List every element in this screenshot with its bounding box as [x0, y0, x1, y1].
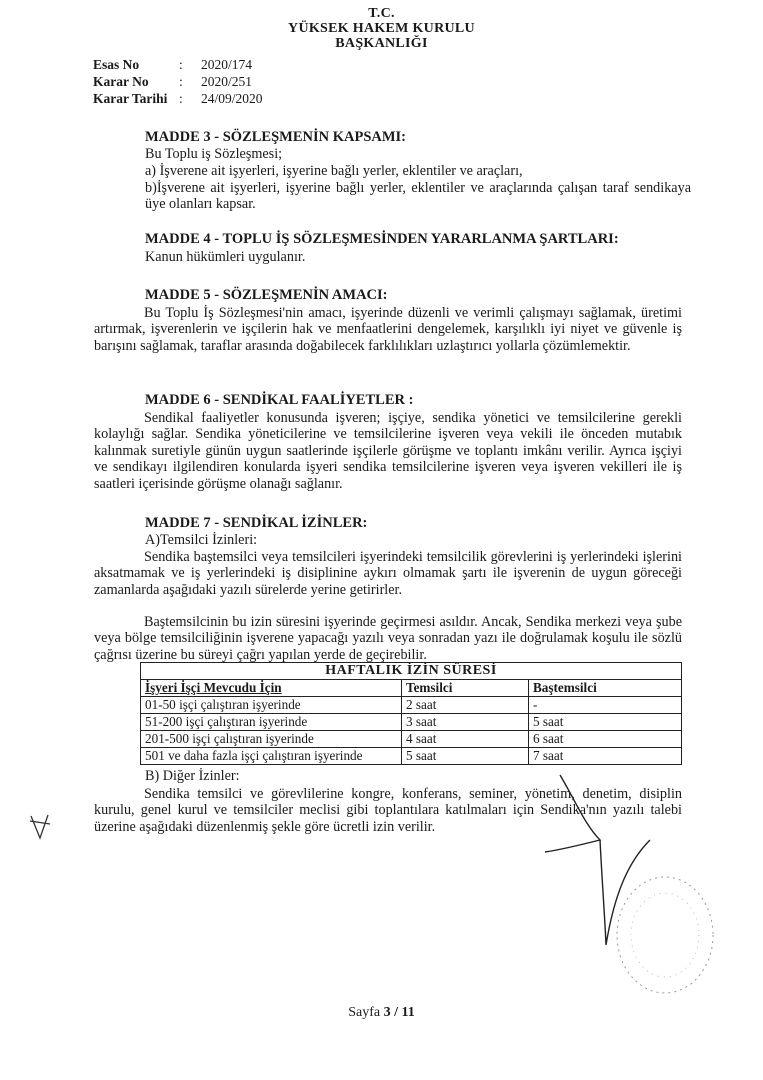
col-header-isyeri: İşyeri İşçi Mevcudu İçin	[141, 680, 402, 697]
table-row	[141, 697, 682, 714]
col-header-bastemsilci: Baştemsilci	[529, 680, 682, 697]
madde3-title: MADDE 3 - SÖZLEŞMENİN KAPSAMI:	[145, 129, 407, 145]
madde7-title: MADDE 7 - SENDİKAL İZİNLER:	[145, 515, 368, 531]
izin-table-wrap	[140, 662, 682, 765]
meta-value: 2020/174	[201, 57, 253, 72]
table-cell: 4 saat	[402, 731, 529, 748]
madde6-text: Sendikal faaliyetler konusunda işveren; işçiye, sendika yönetici ve temsilcilerine gerekli kolaylığı sağlar. Sendika yöneticilerine ve temsilcilerine işveren veya vekili ile önceden mutabık kalınmak suretiyle günün uygun saatlerinde işçilerle görüşme ve toplantı imkânı verilir. Ayrıca işçiyi ve sendikayı ilgilendiren konularda işyeri sendika temsilcilerine işveren veya işveren vekilleri ile iş saatleri içerisinde görüşme olanağı sağlanır.	[94, 410, 682, 492]
madde3-intro: Bu Toplu iş Sözleşmesi;	[145, 146, 283, 162]
col-header-temsilci: Temsilci	[402, 680, 529, 697]
table-cell: -	[529, 697, 682, 714]
header-tc: T.C.	[368, 6, 395, 21]
table-row	[141, 748, 682, 765]
madde3-item-b	[145, 180, 691, 213]
meta-label: Esas No	[93, 57, 140, 72]
madde3-item-a: a) İşverene ait işyerleri, işyerine bağlı yerler, eklentiler ve araçları,	[145, 163, 523, 179]
table-cell: 6 saat	[529, 731, 682, 748]
page-value: 3 / 11	[383, 1005, 415, 1020]
table-cell: 51-200 işçi çalıştıran işyerinde	[141, 714, 402, 731]
madde7-para2-text: Baştemsilcinin bu izin süresini işyerinde geçirmesi asıldır. Ancak, Sendika merkezi veya şube veya bölge temsilciliğinin işverene yapacağı yazılı veya sonradan yazı ile doğrulamak koşulu ile sözlü çağrısı üzerine bu süreyi çağrı yapılan yerde de geçirebilir.	[94, 614, 682, 663]
table-cell: 7 saat	[529, 748, 682, 765]
table-cell: 201-500 işçi çalıştıran işyerinde	[141, 731, 402, 748]
madde4-title: MADDE 4 - TOPLU İŞ SÖZLEŞMESİNDEN YARARLANMA ŞARTLARI:	[145, 231, 619, 247]
table-cell: 01-50 işçi çalıştıran işyerinde	[141, 697, 402, 714]
madde7-para1	[94, 549, 682, 598]
header-presidency: BAŞKANLIĞI	[335, 36, 428, 51]
table-row	[141, 714, 682, 731]
madde7-para2	[94, 614, 682, 663]
meta-esas: Esas No : 2020/174	[93, 57, 253, 72]
madde7-para3-text: Sendika temsilci ve görevlilerine kongre, konferans, seminer, yönetim, denetim, disiplin kurulu, genel kurul ve temsilciler meclisi gibi toplantılara katılmaları için Sendika'nın yazılı talebi üzerine aşağıdaki düzenlenmiş şekle göre ücretli izin verilir.	[94, 786, 682, 835]
meta-karar-tarihi: Karar Tarihi : 24/09/2020	[93, 91, 263, 106]
stamp-icon	[610, 870, 720, 1000]
page-prefix: Sayfa	[348, 1005, 381, 1020]
madde6-title: MADDE 6 - SENDİKAL FAALİYETLER :	[145, 392, 414, 408]
madde7-para1-text: Sendika baştemsilci veya temsilcileri işyerindeki temsilcilik görevlerini iş yerlerindeki işlerini aksatmamak ve iş yerlerindeki iş disiplinine aykırı olmamak şartı ile işverenin de uygun göreceği zamanlarda aşağıdaki yazılı sürelerde yerine getirirler.	[94, 549, 682, 598]
meta-karar: Karar No : 2020/251	[93, 74, 253, 89]
madde4-text: Kanun hükümleri uygulanır.	[145, 249, 306, 265]
table-row	[141, 731, 682, 748]
meta-label: Karar Tarihi	[93, 91, 168, 106]
madde3-item-b-text: b)İşverene ait işyerleri, işyerine bağlı yerler, eklentiler ve araçlarında çalışan taraf sendikaya üye olanları kapsar.	[145, 180, 691, 213]
izin-table	[140, 662, 682, 765]
table-header-row	[141, 680, 682, 697]
page-number	[0, 1005, 763, 1021]
madde6-body	[94, 410, 682, 492]
header-institution: YÜKSEK HAKEM KURULU	[288, 21, 475, 36]
table-cell: 501 ve daha fazla işçi çalıştıran işyerinde	[141, 748, 402, 765]
madde5-title: MADDE 5 - SÖZLEŞMENİN AMACI:	[145, 287, 388, 303]
table-cell: 5 saat	[529, 714, 682, 731]
meta-value: 24/09/2020	[201, 91, 263, 106]
table-cell: 2 saat	[402, 697, 529, 714]
meta-value: 2020/251	[201, 74, 253, 89]
meta-label: Karar No	[93, 74, 149, 89]
table-cell: 3 saat	[402, 714, 529, 731]
madde5-text: Bu Toplu İş Sözleşmesi'nin amacı, işyerinde düzenli ve verimli çalışmayı sağlamak, üretimi artırmak, işverenlerin ve işçilerin hak ve menfaatlerini dengelemek, karşılıklı iyi niyet ve güvenle iş barışını sağlamak, taraflar arasında doğabilecek farklılıkları uzlaştırıcı yollarla çözümlemektir.	[94, 305, 682, 354]
madde7-sub-b: B) Diğer İzinler:	[145, 768, 240, 784]
madde7-sub-a: A)Temsilci İzinleri:	[145, 532, 258, 548]
izin-table-caption: HAFTALIK İZİN SÜRESİ	[141, 663, 682, 680]
table-cell: 5 saat	[402, 748, 529, 765]
madde5-body	[94, 305, 682, 354]
initial-mark-icon	[28, 812, 54, 842]
